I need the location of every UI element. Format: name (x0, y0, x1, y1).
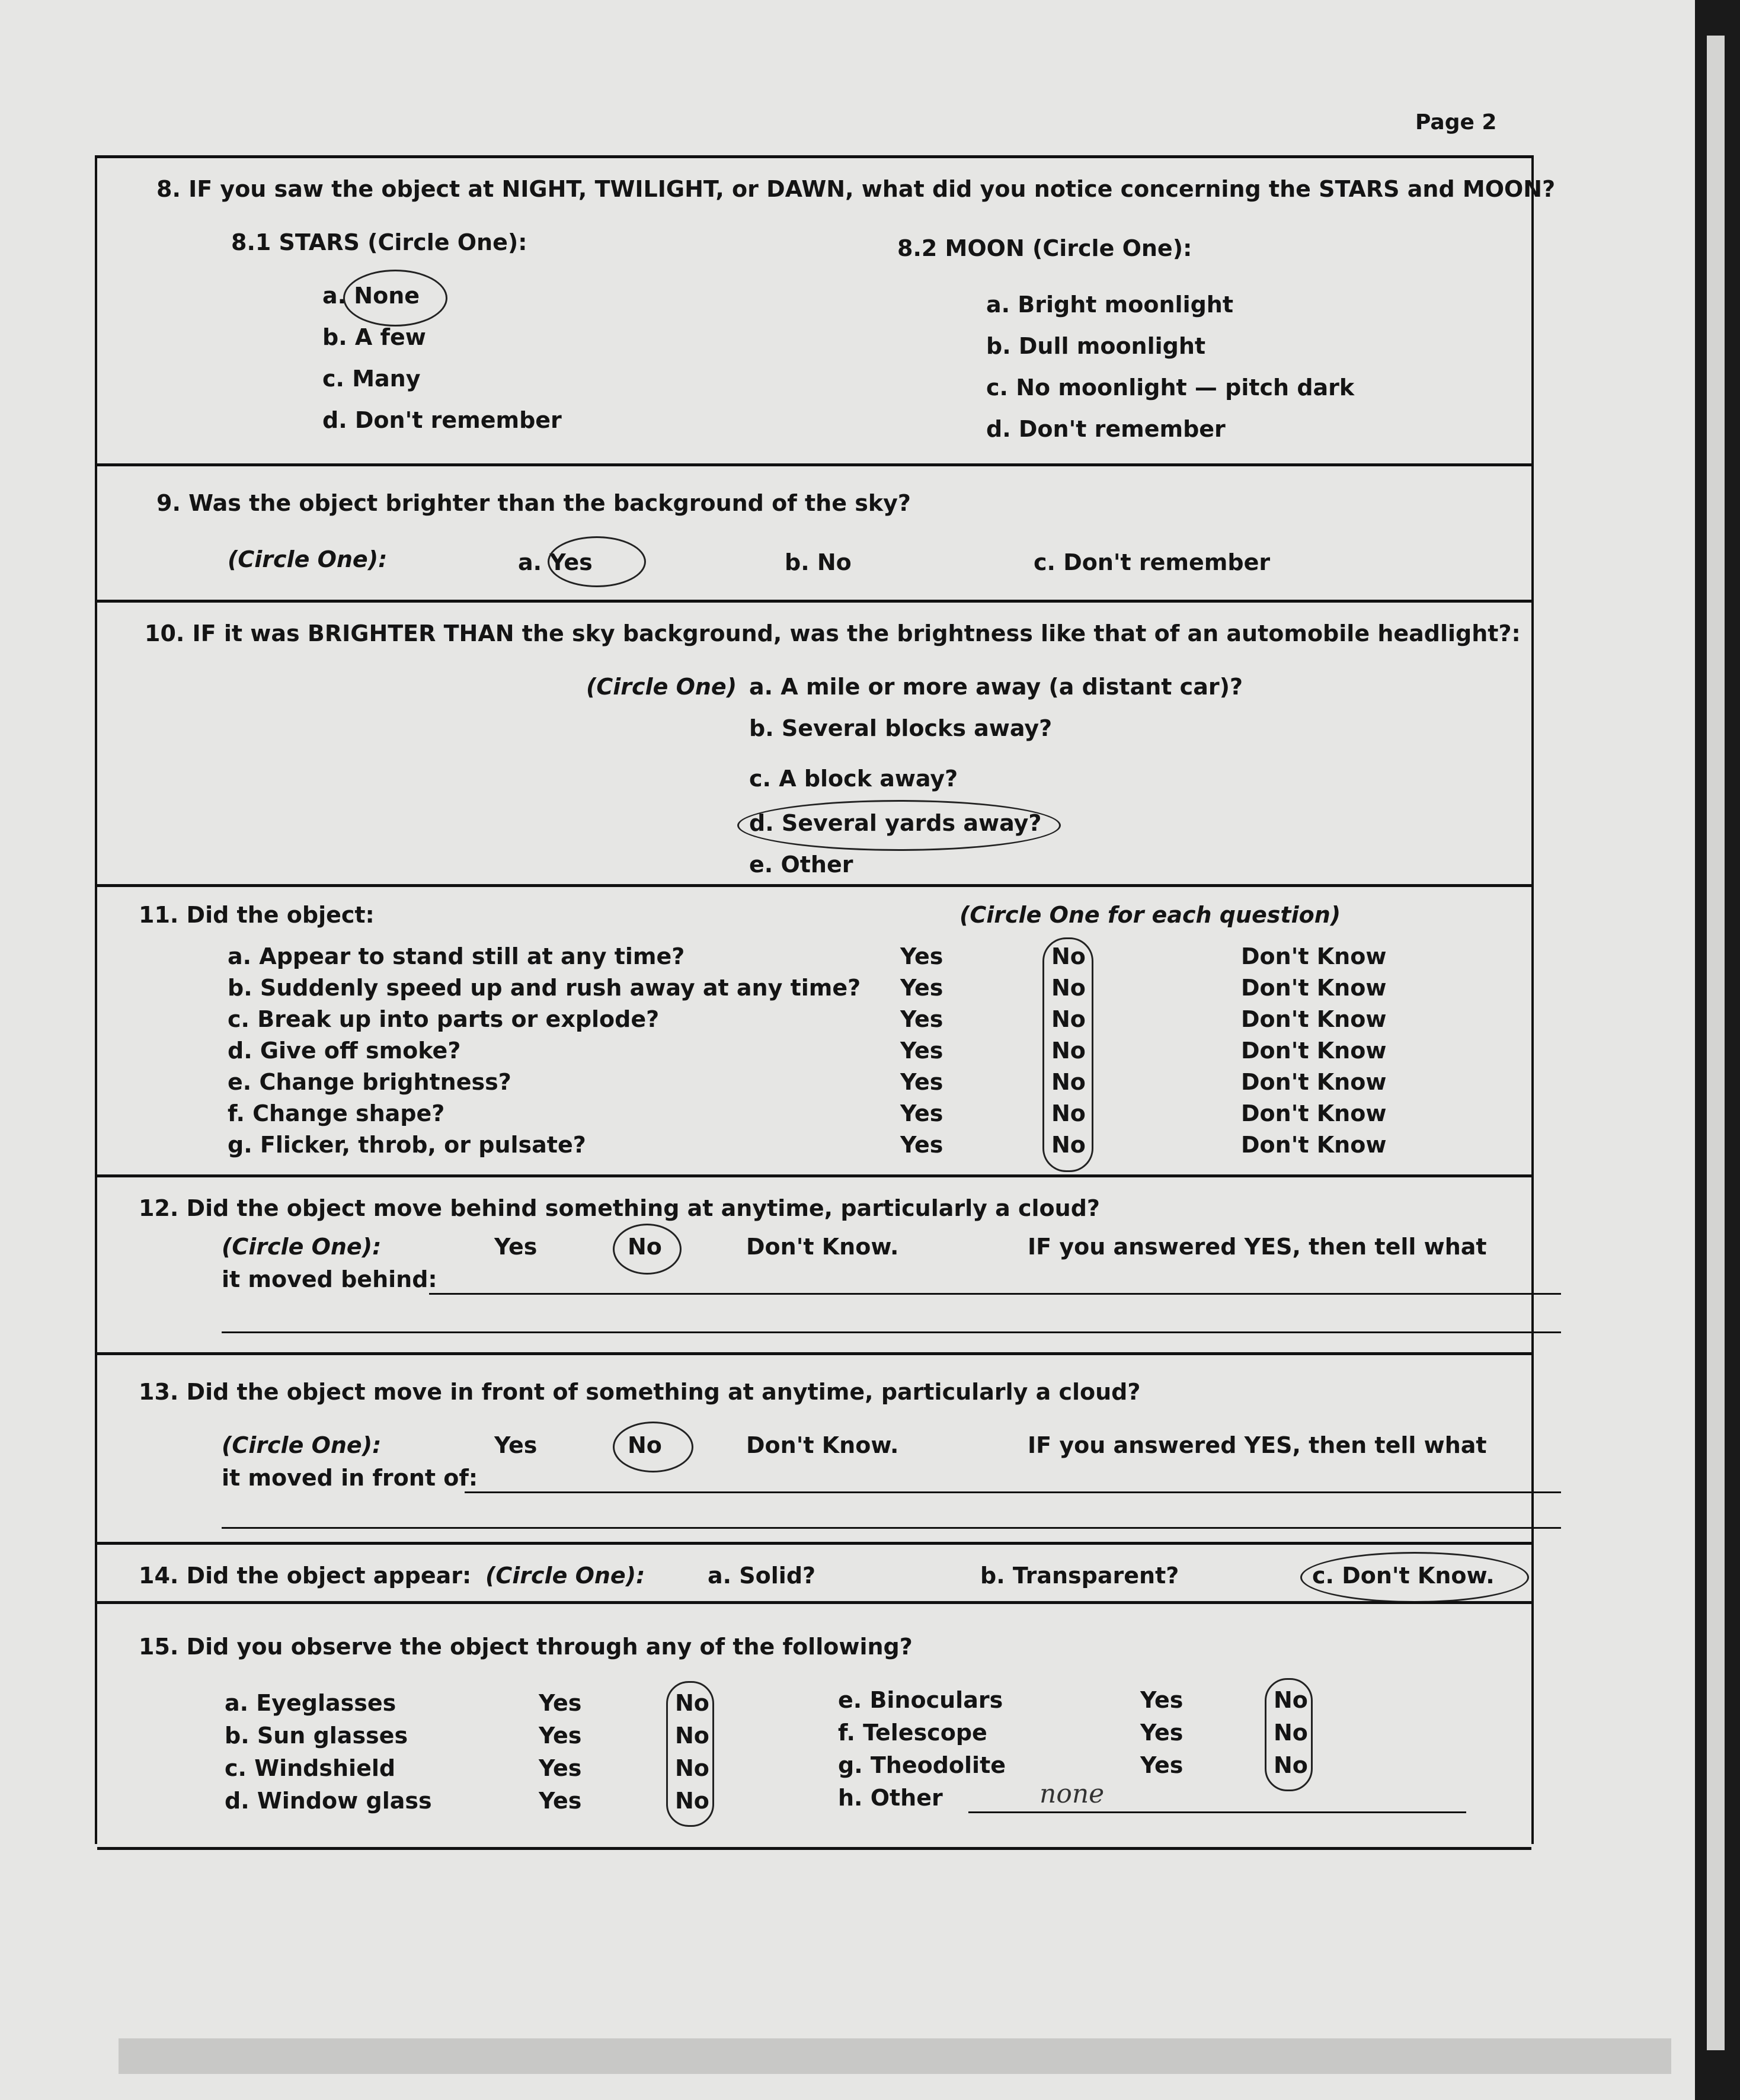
circled-mark (1265, 1678, 1313, 1791)
q14-option-a[interactable]: a. Solid? (708, 1563, 816, 1589)
q15-item-b: b. Sun glasses (225, 1723, 408, 1749)
moon-option-a[interactable]: a. Bright moonlight (986, 292, 1234, 318)
questionnaire-form (95, 155, 1556, 1844)
q11-g-no[interactable]: No (1051, 1132, 1086, 1158)
q15-e-yes[interactable]: Yes (1140, 1687, 1184, 1713)
question-12-instruction: (Circle One): (222, 1234, 382, 1260)
question-14-text: 14. Did the object appear: (139, 1563, 472, 1589)
q15-d-yes[interactable]: Yes (539, 1788, 582, 1814)
q11-item-f: f. Change shape? (228, 1100, 445, 1126)
q11-item-a: a. Appear to stand still at any time? (228, 943, 685, 969)
q11-c-no[interactable]: No (1051, 1006, 1086, 1032)
q13-dont-know[interactable]: Don't Know. (746, 1432, 899, 1458)
question-12-section (97, 1174, 1531, 1355)
q10-option-e[interactable]: e. Other (749, 851, 853, 878)
q15-c-yes[interactable]: Yes (539, 1755, 582, 1781)
q12-yes[interactable]: Yes (494, 1234, 538, 1260)
q12-no[interactable]: No (628, 1234, 662, 1260)
q15-item-d: d. Window glass (225, 1788, 432, 1814)
q10-option-b[interactable]: b. Several blocks away? (749, 715, 1053, 741)
question-10-section (97, 600, 1531, 887)
q11-c-yes[interactable]: Yes (900, 1006, 943, 1032)
circled-mark (548, 536, 646, 587)
q14-option-c[interactable]: c. Don't Know. (1312, 1563, 1495, 1589)
question-11-text: 11. Did the object: (139, 902, 375, 928)
circled-mark (737, 800, 1061, 851)
moon-heading: 8.2 MOON (Circle One): (897, 235, 1192, 261)
q11-item-c: c. Break up into parts or explode? (228, 1006, 660, 1032)
q15-f-no[interactable]: No (1274, 1720, 1308, 1746)
q11-g-dk[interactable]: Don't Know (1241, 1132, 1387, 1158)
q9-option-b[interactable]: b. No (785, 549, 852, 575)
question-13-section (97, 1352, 1531, 1545)
question-8-text: 8. IF you saw the object at NIGHT, TWILIGHT, or DAWN, what did you notice concerning the STARS and MOON? (156, 176, 1556, 202)
question-9-text: 9. Was the object brighter than the background of the sky? (156, 490, 911, 516)
q11-item-g: g. Flicker, throb, or pulsate? (228, 1132, 586, 1158)
stars-option-c[interactable]: c. Many (322, 366, 421, 392)
q11-item-d: d. Give off smoke? (228, 1038, 461, 1064)
q15-item-c: c. Windshield (225, 1755, 396, 1781)
q11-b-dk[interactable]: Don't Know (1241, 975, 1387, 1001)
question-8-section (97, 155, 1556, 466)
q15-b-yes[interactable]: Yes (539, 1723, 582, 1749)
q15-a-yes[interactable]: Yes (539, 1690, 582, 1716)
q12-followup: IF you answered YES, then tell what (1028, 1234, 1487, 1260)
q11-a-yes[interactable]: Yes (900, 943, 943, 969)
circled-mark (1042, 937, 1093, 1172)
moon-option-c[interactable]: c. No moonlight — pitch dark (986, 374, 1355, 401)
moon-option-d[interactable]: d. Don't remember (986, 416, 1226, 442)
q11-d-dk[interactable]: Don't Know (1241, 1038, 1387, 1064)
q11-g-yes[interactable]: Yes (900, 1132, 943, 1158)
q11-a-no[interactable]: No (1051, 943, 1086, 969)
q15-e-no[interactable]: No (1274, 1687, 1308, 1713)
stars-option-a[interactable]: a. None (322, 283, 420, 309)
q15-b-no[interactable]: No (675, 1723, 709, 1749)
circled-mark (1300, 1552, 1529, 1603)
q10-option-a[interactable]: a. A mile or more away (a distant car)? (749, 674, 1243, 700)
q11-f-no[interactable]: No (1051, 1100, 1086, 1126)
q15-item-f: f. Telescope (838, 1720, 987, 1746)
q15-item-e: e. Binoculars (838, 1687, 1003, 1713)
q11-d-no[interactable]: No (1051, 1038, 1086, 1064)
q11-b-yes[interactable]: Yes (900, 975, 943, 1001)
circled-mark (613, 1224, 682, 1275)
q11-item-b: b. Suddenly speed up and rush away at any time? (228, 975, 861, 1001)
question-10-instruction: (Circle One) (586, 674, 737, 700)
stars-heading: 8.1 STARS (Circle One): (231, 229, 527, 255)
q15-g-yes[interactable]: Yes (1140, 1752, 1184, 1778)
question-9-instruction: (Circle One): (228, 546, 388, 572)
q15-f-yes[interactable]: Yes (1140, 1720, 1184, 1746)
q14-option-b[interactable]: b. Transparent? (980, 1563, 1179, 1589)
question-12-text: 12. Did the object move behind something at anytime, particularly a cloud? (139, 1195, 1100, 1221)
q9-option-c[interactable]: c. Don't remember (1034, 549, 1271, 575)
q11-e-dk[interactable]: Don't Know (1241, 1069, 1387, 1095)
q15-item-h: h. Other (838, 1785, 943, 1811)
q13-field-line2[interactable] (222, 1527, 1561, 1529)
q15-g-no[interactable]: No (1274, 1752, 1308, 1778)
question-15-text: 15. Did you observe the object through any of the following? (139, 1634, 913, 1660)
question-13-text: 13. Did the object move in front of something at anytime, particularly a cloud? (139, 1379, 1141, 1405)
q10-option-c[interactable]: c. A block away? (749, 766, 958, 792)
q13-field[interactable] (465, 1491, 1561, 1493)
q11-d-yes[interactable]: Yes (900, 1038, 943, 1064)
scan-edge (119, 2038, 1671, 2074)
q15-item-a: a. Eyeglasses (225, 1690, 396, 1716)
question-14-instruction: (Circle One): (485, 1563, 645, 1589)
q13-yes[interactable]: Yes (494, 1432, 538, 1458)
q11-b-no[interactable]: No (1051, 975, 1086, 1001)
question-10-text: 10. IF it was BRIGHTER THAN the sky background, was the brightness like that of an automobile headlight?: (145, 620, 1521, 646)
q15-a-no[interactable]: No (675, 1690, 709, 1716)
page-number: Page 2 (1415, 110, 1497, 135)
q11-a-dk[interactable]: Don't Know (1241, 943, 1387, 969)
q12-field-line2[interactable] (222, 1331, 1561, 1333)
question-11-section (97, 884, 1531, 1177)
q12-field[interactable] (429, 1293, 1561, 1295)
q11-f-yes[interactable]: Yes (900, 1100, 943, 1126)
question-13-instruction: (Circle One): (222, 1432, 382, 1458)
q15-other-handwriting: none (1039, 1779, 1105, 1809)
q11-e-yes[interactable]: Yes (900, 1069, 943, 1095)
q13-followup: IF you answered YES, then tell what (1028, 1432, 1487, 1458)
circled-mark (343, 270, 447, 326)
circled-mark (613, 1422, 693, 1472)
question-14-section (97, 1542, 1531, 1604)
q10-option-d[interactable]: d. Several yards away? (749, 810, 1042, 836)
question-11-instruction: (Circle One for each question) (959, 902, 1341, 928)
q11-f-dk[interactable]: Don't Know (1241, 1100, 1387, 1126)
q15-item-g: g. Theodolite (838, 1752, 1006, 1778)
q15-c-no[interactable]: No (675, 1755, 709, 1781)
q15-other-field[interactable] (968, 1811, 1466, 1813)
q11-c-dk[interactable]: Don't Know (1241, 1006, 1387, 1032)
stars-option-b[interactable]: b. A few (322, 324, 426, 350)
question-15-section (97, 1601, 1531, 1850)
question-9-section (97, 463, 1531, 603)
q12-field-label: it moved behind: (222, 1266, 437, 1292)
stars-option-d[interactable]: d. Don't remember (322, 407, 562, 433)
q13-no[interactable]: No (628, 1432, 662, 1458)
q11-e-no[interactable]: No (1051, 1069, 1086, 1095)
moon-option-b[interactable]: b. Dull moonlight (986, 333, 1206, 359)
q9-option-a[interactable]: a. Yes (518, 549, 593, 575)
q12-dont-know[interactable]: Don't Know. (746, 1234, 899, 1260)
q11-item-e: e. Change brightness? (228, 1069, 511, 1095)
scan-border-inner (1707, 36, 1725, 2050)
q13-field-label: it moved in front of: (222, 1465, 478, 1491)
circled-mark (666, 1681, 714, 1827)
q15-d-no[interactable]: No (675, 1788, 709, 1814)
